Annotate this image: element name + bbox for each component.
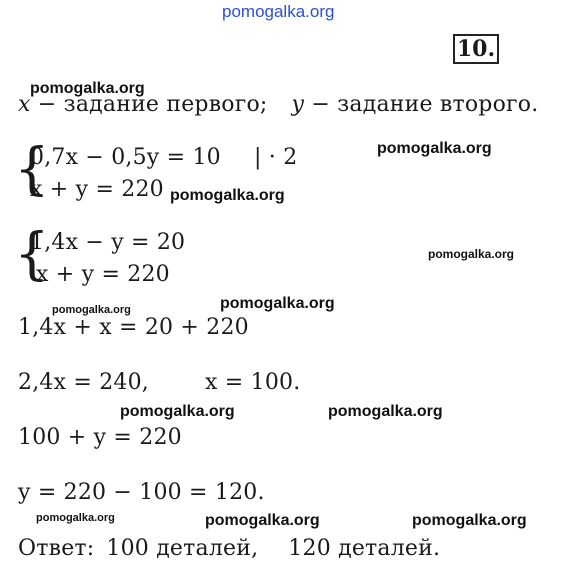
watermark: pomogalka.org: [377, 140, 492, 157]
system2-equation-1: 1,4x − y = 20: [30, 230, 186, 255]
watermark-top: pomogalka.org: [222, 2, 335, 21]
watermark: pomogalka.org: [220, 295, 335, 312]
watermark: pomogalka.org: [328, 403, 443, 420]
definition-y-text: − задание второго.: [304, 92, 539, 117]
watermark: pomogalka.org: [120, 403, 235, 420]
step-solve-x: 2,4x = 240,: [18, 370, 149, 395]
watermark: pomogalka.org: [52, 304, 131, 316]
watermark: pomogalka.org: [205, 512, 320, 529]
variable-x: x: [18, 92, 31, 117]
step-sum-equations: 1,4x + x = 20 + 220: [18, 315, 249, 340]
watermark: pomogalka.org: [30, 80, 145, 97]
step-solve-y: y = 220 − 100 = 120.: [18, 480, 265, 505]
task-number-box: 10.: [453, 34, 499, 64]
watermark: pomogalka.org: [36, 512, 115, 524]
answer-first: 100 деталей,: [106, 536, 259, 561]
answer-second: 120 деталей.: [288, 536, 441, 561]
step-substitute-x: 100 + y = 220: [18, 425, 182, 450]
step-x-value: x = 100.: [205, 370, 301, 395]
system-brace-2: {: [14, 222, 50, 287]
system1-equation-1: 0,7x − 0,5y = 10: [30, 145, 221, 170]
definition-x-text: − задание первого;: [30, 92, 268, 117]
system2-equation-2: x + y = 220: [36, 262, 170, 287]
watermark: pomogalka.org: [428, 247, 515, 261]
system1-equation-2: x + y = 220: [30, 177, 164, 202]
answer-label: Ответ:: [18, 536, 95, 561]
variable-y: y: [291, 92, 305, 117]
watermark: pomogalka.org: [412, 512, 527, 529]
definition-line: [18, 92, 538, 117]
system1-multiplier: | · 2: [254, 145, 298, 170]
watermark: pomogalka.org: [170, 187, 285, 204]
system-brace-1: {: [14, 137, 50, 202]
answer-line: [18, 536, 440, 561]
